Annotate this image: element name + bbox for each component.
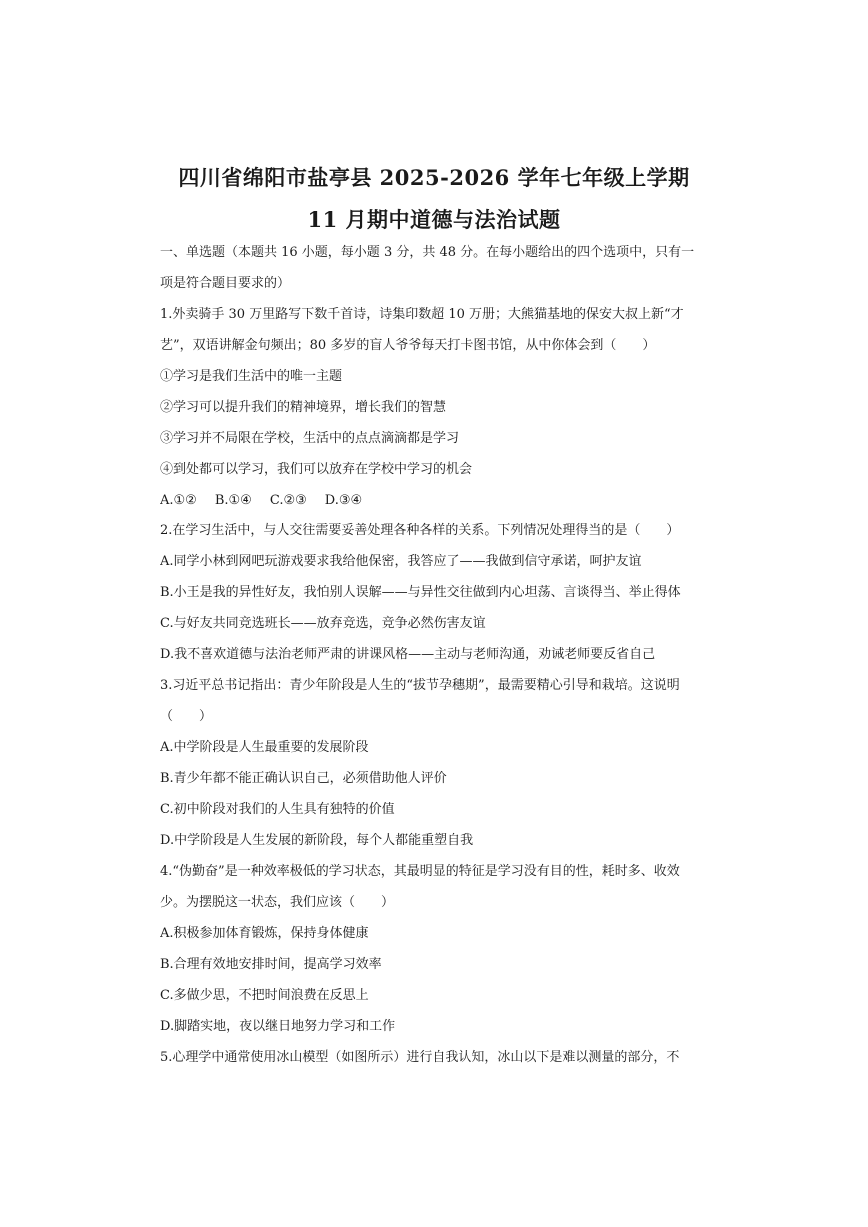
q2-option-b: B.小王是我的异性好友，我怕别人误解——与异性交往做到内心坦荡、言谈得当、举止得体 [160, 585, 681, 600]
q2-option-a: A.同学小林到网吧玩游戏要求我给他保密，我答应了——我做到信守承诺，呵护友谊 [160, 554, 642, 569]
q1-stem-cont: 艺”，双语讲解金句频出；80 多岁的盲人爷爷每天打卡图书馆，从中你体会到（ ） [160, 338, 656, 353]
q1-statement-3: ③学习并不局限在学校，生活中的点点滴滴都是学习 [160, 431, 460, 446]
q2-stem: 2.在学习生活中，与人交往需要妥善处理各种各样的关系。下列情况处理得当的是（ ） [160, 523, 680, 538]
q5-stem: 5.心理学中通常使用冰山模型（如图所示）进行自我认知，冰山以下是难以测量的部分，不 [160, 1050, 680, 1065]
q1-option-a: A.①② [160, 493, 197, 508]
q3-stem-cont: （ ） [160, 709, 213, 724]
q1-statement-1: ①学习是我们生活中的唯一主题 [160, 369, 343, 384]
section-instruction: 一、单选题（本题共 16 小题，每小题 3 分，共 48 分。在每小题给出的四个选项中，只有一 [160, 245, 695, 260]
q4-stem: 4.“伪勤奋”是一种效率极低的学习状态，其最明显的特征是学习没有目的性，耗时多、收效 [160, 864, 680, 879]
q4-option-c: C.多做少思，不把时间浪费在反思上 [160, 988, 369, 1003]
q2-option-c: C.与好友共同竞选班长——放弃竞选，竞争必然伤害友谊 [160, 616, 486, 631]
q4-stem-cont: 少。为摆脱这一状态，我们应该（ ） [160, 895, 395, 910]
q1-stem: 1.外卖骑手 30 万里路写下数千首诗，诗集印数超 10 万册；大熊猫基地的保安大叔上新“才 [160, 307, 684, 322]
q1-options [160, 492, 712, 510]
q4-option-d: D.脚踏实地，夜以继日地努力学习和工作 [160, 1019, 396, 1034]
exam-title-line2: 11 月期中道德与法治试题 [307, 207, 561, 232]
q2-option-d: D.我不喜欢道德与法治老师严肃的讲课风格——主动与老师沟通，劝诫老师要反省自己 [160, 647, 656, 662]
q1-statement-2: ②学习可以提升我们的精神境界，增长我们的智慧 [160, 400, 447, 415]
q4-option-a: A.积极参加体育锻炼，保持身体健康 [160, 926, 369, 941]
exam-title-line1: 四川省绵阳市盐亭县 2025-2026 学年七年级上学期 [178, 165, 690, 190]
q1-option-b: B.①④ [214, 493, 252, 508]
q3-option-b: B.青少年都不能正确认识自己，必须借助他人评价 [160, 771, 447, 786]
q1-option-d: D.③④ [324, 493, 363, 508]
q1-option-c: C.②③ [269, 493, 307, 508]
q3-stem: 3.习近平总书记指出：青少年阶段是人生的“拔节孕穗期”，最需要精心引导和栽培。这说明 [160, 678, 680, 693]
q4-option-b: B.合理有效地安排时间，提高学习效率 [160, 957, 382, 972]
q3-option-c: C.初中阶段对我们的人生具有独特的价值 [160, 802, 395, 817]
q3-option-d: D.中学阶段是人生发展的新阶段，每个人都能重塑自我 [160, 833, 474, 848]
q1-statement-4: ④到处都可以学习，我们可以放弃在学校中学习的机会 [160, 462, 473, 477]
section-instruction-cont: 项是符合题目要求的） [160, 276, 291, 291]
q3-option-a: A.中学阶段是人生最重要的发展阶段 [160, 740, 369, 755]
